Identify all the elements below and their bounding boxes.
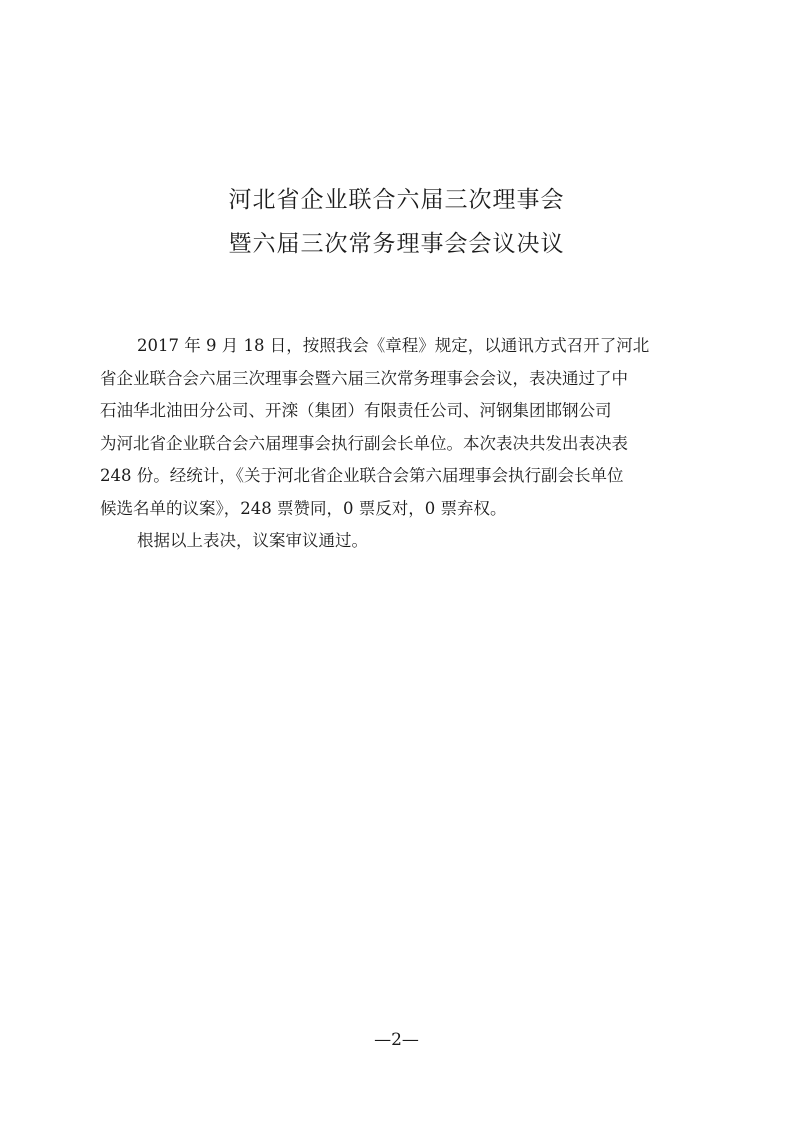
paragraph-line: 248 份。经统计，《关于河北省企业联合会第六届理事会执行副会长单位 (100, 466, 624, 485)
paragraph-1 (100, 330, 717, 525)
document-title (0, 178, 793, 266)
paragraph-line: 省企业联合会六届三次理事会暨六届三次常务理事会会议，表决通过了中 (100, 368, 628, 388)
paragraph-line: 候选名单的议案》，248 票赞同，0 票反对，0 票弃权。 (100, 498, 507, 518)
paragraph-line: 根据以上表决，议案审议通过。 (137, 531, 368, 550)
paragraph-line: 石油华北油田分公司、开滦（集团）有限责任公司、河钢集团邯钢公司 (100, 401, 612, 420)
document-body (100, 330, 717, 558)
title-line-2: 暨六届三次常务理事会会议决议 (228, 231, 565, 257)
paragraph-line: 为河北省企业联合会六届理事会执行副会长单位。本次表决共发出表决表 (100, 433, 628, 453)
title-line-1: 河北省企业联合六届三次理事会 (228, 187, 565, 213)
paragraph-2 (137, 525, 717, 558)
page-number: —2— (374, 1030, 419, 1050)
paragraph-line: 2017 年 9 月 18 日，按照我会《章程》规定，以通讯方式召开了河北 (137, 336, 650, 355)
